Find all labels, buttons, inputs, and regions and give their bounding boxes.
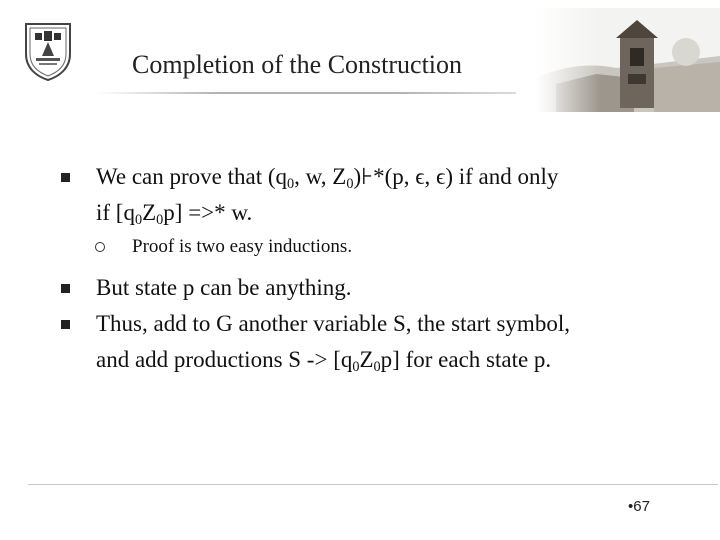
bullet-2-line-1: But state p can be anything.: [96, 275, 352, 300]
page-number-value: 67: [633, 498, 650, 515]
footer-divider: [28, 484, 718, 485]
bullet-3-text-b: Z: [359, 347, 374, 372]
slide-title: Completion of the Construction: [132, 50, 463, 79]
subscript: 0: [352, 358, 360, 375]
bullet-1-text-c: )⊦*(p, ϵ, ϵ) if and only: [353, 164, 559, 189]
subscript: 0: [373, 358, 381, 375]
bullet-1-line-2: [96, 201, 252, 227]
bullet-1-text-f: p] =>* w.: [163, 200, 253, 225]
bullet-marker: [61, 320, 70, 329]
page-dot: •: [628, 498, 634, 515]
bullet-1-line-1: [96, 165, 558, 191]
subscript: 0: [156, 211, 164, 228]
campus-tower-photo: [536, 8, 720, 112]
bullet-3-line-1: Thus, add to G another variable S, the start symbol,: [96, 311, 570, 336]
sub-bullet-marker: [95, 242, 105, 252]
bullet-1-text-a: We can prove that (q: [96, 164, 288, 189]
bullet-marker: [61, 284, 70, 293]
bullet-1-text-d: if [q: [96, 200, 135, 225]
subscript: 0: [134, 211, 143, 228]
bullet-3-text-a: and add productions S -> [q: [96, 347, 353, 372]
university-seal-icon: [22, 20, 74, 82]
bullet-3-text-c: p] for each state p.: [380, 347, 552, 372]
title-underline: [96, 92, 516, 94]
subscript: 0: [346, 175, 354, 192]
bullet-marker: [61, 173, 70, 182]
subscript: 0: [287, 175, 295, 192]
page-number: [628, 498, 650, 515]
bullet-1-text-b: , w, Z: [294, 164, 347, 189]
sub-bullet-text: Proof is two easy inductions.: [132, 236, 353, 257]
bullet-3-line-2: [96, 348, 551, 374]
bullet-1-text-e: Z: [142, 200, 157, 225]
